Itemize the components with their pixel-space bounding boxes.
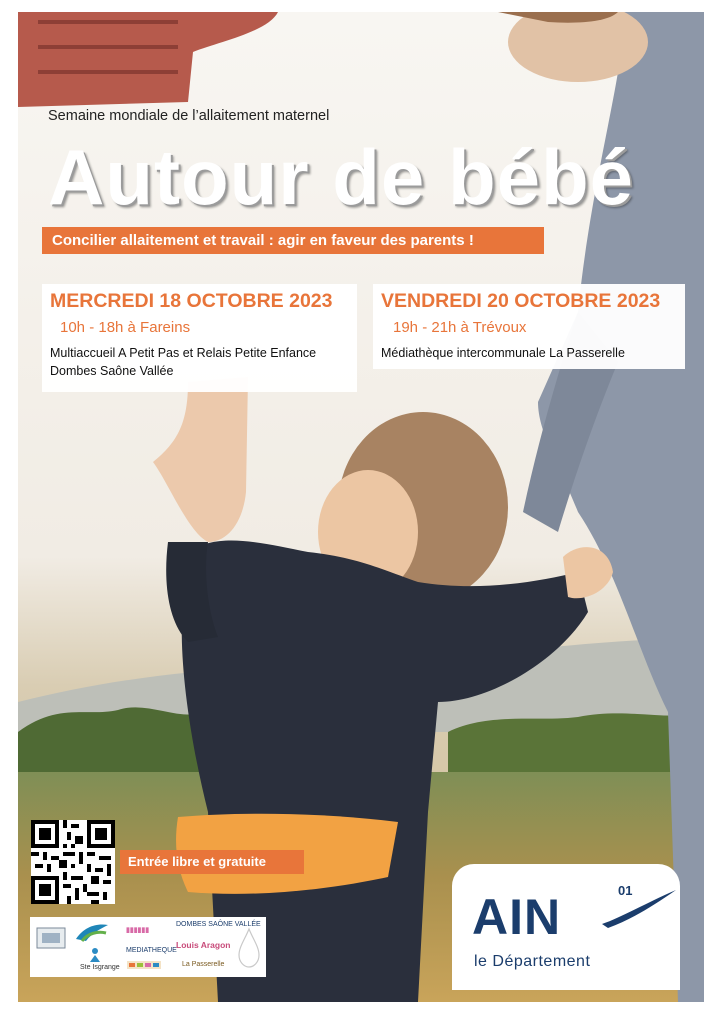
partner-name: Louis Aragon — [176, 940, 231, 950]
partner-logos — [30, 917, 266, 977]
department-tagline: le Département — [474, 953, 591, 970]
partner-logo-icon — [74, 921, 110, 943]
event-date: MERCREDI 18 OCTOBRE 2023 — [50, 290, 333, 312]
department-number: 01 — [618, 883, 633, 898]
partner-logo-icon — [88, 947, 102, 963]
event-time: 10h - 18h à Fareins — [60, 319, 191, 336]
partner-logo-icon — [36, 927, 66, 949]
partner-logo-icon — [126, 959, 162, 971]
overline: Semaine mondiale de l’allaitement maternel — [48, 108, 330, 124]
qr-code-icon[interactable] — [31, 820, 115, 904]
page-title: Autour de bébé — [48, 133, 635, 221]
partner-name: MEDIATHEQUE — [126, 947, 177, 954]
partner-name: La Passerelle — [182, 961, 225, 968]
partner-name: DOMBES SAÔNE VALLÉE — [176, 921, 261, 928]
swoosh-icon — [600, 888, 678, 928]
partner-name: Ste Isgrange — [80, 964, 120, 971]
event-place — [381, 344, 625, 362]
department-logo-text: AIN — [472, 889, 562, 945]
event-card-trevoux — [373, 284, 685, 369]
event-time: 19h - 21h à Trévoux — [393, 319, 527, 336]
partner-logo-icon: ▮▮▮▮▮▮ — [126, 927, 150, 934]
event-card-fareins — [42, 284, 357, 392]
free-entry-banner: Entrée libre et gratuite — [120, 850, 304, 874]
event-place-line: Médiathèque intercommunale La Passerelle — [381, 346, 625, 360]
event-place-line: Multiaccueil A Petit Pas et Relais Petite Enfance — [50, 346, 317, 360]
department-logo — [452, 864, 680, 990]
milk-drop-icon — [236, 927, 262, 969]
event-date: VENDREDI 20 OCTOBRE 2023 — [381, 290, 661, 312]
poster — [18, 12, 704, 1002]
event-place — [50, 344, 316, 380]
subtitle-banner: Concilier allaitement et travail : agir en faveur des parents ! — [42, 227, 544, 254]
event-place-line: Dombes Saône Vallée — [50, 364, 174, 378]
